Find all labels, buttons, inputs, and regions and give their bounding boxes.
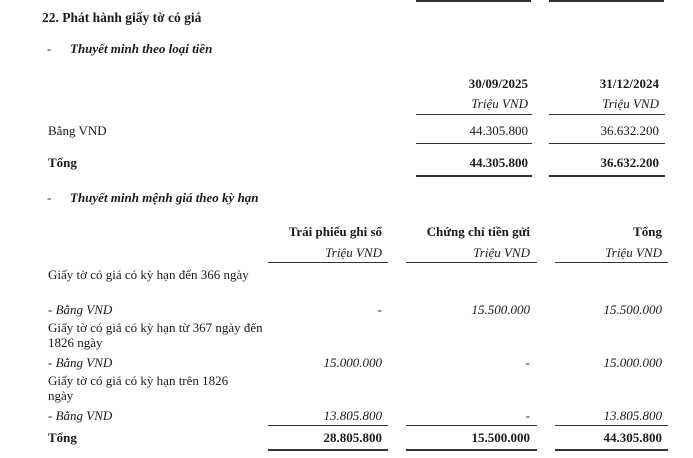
group-sub-label-1: - Bằng VND: [48, 302, 113, 317]
group-label-up-to-366: Giấy tờ có giá có kỳ hạn đến 366 ngày: [48, 267, 249, 282]
col-header-date-1: 30/09/2025: [468, 76, 528, 91]
total-label: Tổng: [48, 155, 77, 170]
group1-total: 15.500.000: [603, 302, 662, 317]
by-term-dash: -: [47, 190, 52, 205]
col-header-total-unit: Triệu VND: [605, 245, 662, 260]
top-rule-col2: [549, 0, 664, 2]
header-rule-2: [549, 114, 665, 115]
term-total-deposits: 15.500.000: [471, 430, 530, 445]
section-title: 22. Phát hành giấy tờ có giá: [42, 10, 202, 25]
term-total-rule-1: [268, 449, 388, 451]
col-header-unit-1: Triệu VND: [471, 96, 528, 111]
term-row-rule-3: [555, 425, 668, 426]
group3-bonds: 13.805.800: [323, 408, 382, 423]
group1-deposits: 15.500.000: [471, 302, 530, 317]
term-row-rule-1: [268, 425, 388, 426]
total-rule-2: [549, 175, 665, 177]
by-term-heading: Thuyết minh mệnh giá theo kỳ hạn: [70, 190, 259, 205]
group1-bonds: -: [377, 302, 382, 317]
term-total-label: Tổng: [48, 430, 77, 445]
term-total-rule-2: [406, 449, 537, 451]
term-header-rule-2: [406, 262, 537, 263]
term-header-rule-3: [555, 262, 668, 263]
by-currency-heading: Thuyết minh theo loại tiền: [70, 41, 213, 56]
by-currency-dash: -: [47, 41, 52, 56]
term-total-bonds: 28.805.800: [323, 430, 382, 445]
col-header-deposits-unit: Triệu VND: [473, 245, 530, 260]
group2-deposits: -: [525, 355, 530, 370]
group-label-over-1826: Giấy tờ có giá có kỳ hạn trên 1826 ngày: [48, 373, 229, 403]
group3-deposits: -: [525, 408, 530, 423]
term-header-rule-1: [268, 262, 388, 263]
col-header-date-2: 31/12/2024: [599, 76, 659, 91]
total-value-2: 36.632.200: [600, 155, 659, 170]
col-header-total: Tổng: [633, 224, 662, 239]
term-row-rule-2: [406, 425, 537, 426]
total-rule-1: [416, 175, 532, 177]
group-sub-label-2: - Bằng VND: [48, 355, 113, 370]
row-rule-2: [549, 143, 665, 144]
col-header-bonds: Trái phiếu ghi sổ: [288, 224, 382, 239]
col-header-deposits: Chứng chỉ tiền gửi: [426, 224, 530, 239]
row-rule-1: [416, 143, 532, 144]
row-label-bang-vnd: Bằng VND: [48, 123, 107, 138]
header-rule-1: [416, 114, 532, 115]
group-label-367-to-1826: Giấy tờ có giá có kỳ hạn từ 367 ngày đến 1826 ngày: [48, 320, 263, 350]
group2-total: 15.000.000: [603, 355, 662, 370]
col-header-unit-2: Triệu VND: [602, 96, 659, 111]
term-total-total: 44.305.800: [603, 430, 662, 445]
group-sub-label-3: - Bằng VND: [48, 408, 113, 423]
total-value-1: 44.305.800: [469, 155, 528, 170]
group2-bonds: 15.000.000: [323, 355, 382, 370]
term-total-rule-3: [555, 449, 668, 451]
top-rule-col1: [416, 0, 531, 2]
row-value-2: 36.632.200: [600, 123, 659, 138]
group3-total: 13.805.800: [603, 408, 662, 423]
row-value-1: 44.305.800: [469, 123, 528, 138]
col-header-bonds-unit: Triệu VND: [325, 245, 382, 260]
